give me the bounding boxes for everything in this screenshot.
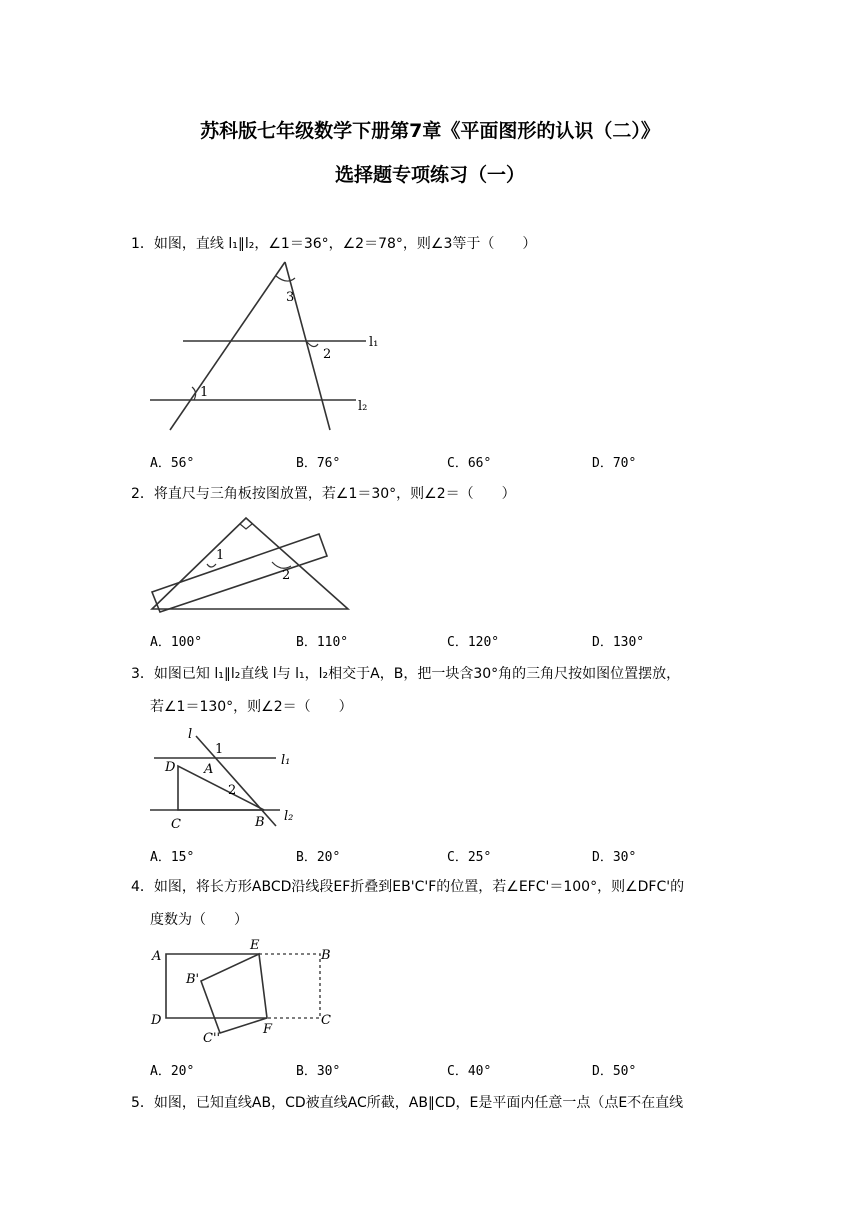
question-1-figure [148, 258, 388, 433]
right-angle-mark [240, 524, 252, 529]
angle-2-label: 2 [228, 783, 237, 798]
question-2-text: 2．将直尺与三角板按图放置，若∠1＝30°，则∠2＝（ ） [131, 486, 516, 502]
q3-option-a: A．15° [150, 850, 195, 865]
q2-option-b: B．110° [296, 635, 349, 650]
q1-option-d: D．70° [592, 456, 637, 471]
point-d-label: D [165, 760, 176, 775]
angle-1-label: 1 [200, 385, 209, 400]
label-l2: l₂ [284, 809, 294, 824]
q1-option-c: C．66° [447, 456, 492, 471]
document-title-line2: 选择题专项练习（一） [334, 164, 525, 186]
question-1-text: 1．如图，直线 l₁∥l₂，∠1＝36°，∠2＝78°，则∠3等于（ ） [131, 236, 537, 252]
point-b-label: B [255, 815, 265, 830]
q4-option-b: B．30° [296, 1064, 341, 1079]
q1-option-a: A．56° [150, 456, 195, 471]
angle-1-label: 1 [215, 742, 224, 757]
question-3-figure [148, 724, 308, 834]
q1-option-b: B．76° [296, 456, 341, 471]
set-square [178, 766, 264, 810]
q2-option-c: C．120° [447, 635, 500, 650]
point-bprime-label: B' [186, 972, 200, 987]
question-4-line1: 4．如图，将长方形ABCD沿线段EF折叠到EB'C'F的位置，若∠EFC'＝100°，则∠DFC'的 [131, 879, 685, 895]
q3-option-b: B．20° [296, 850, 341, 865]
point-a-label: A [204, 762, 214, 777]
label-l1: l₁ [369, 335, 379, 350]
transversal-right [285, 262, 330, 430]
point-f-label: F [263, 1022, 273, 1037]
angle-2-label: 2 [323, 347, 332, 362]
question-3-line1: 3．如图已知 l₁∥l₂直线 l与 l₁，l₂相交于A，B，把一块含30°角的三角尺按如图位置摆放， [131, 666, 681, 682]
rectangle-folded-dashed [259, 954, 320, 1018]
q4-option-d: D．50° [592, 1064, 637, 1079]
question-3-line2: 若∠1＝130°，则∠2＝（ ） [150, 699, 353, 715]
point-c-label: C [171, 817, 181, 832]
question-2-figure [148, 512, 353, 614]
q3-option-d: D．30° [592, 850, 637, 865]
label-l2: l₂ [358, 399, 368, 414]
q4-option-c: C．40° [447, 1064, 492, 1079]
transversal-left [170, 262, 285, 430]
angle-1-arc [207, 564, 216, 567]
document-title-line1: 苏科版七年级数学下册第7章《平面图形的认识（二）》 [200, 120, 660, 142]
question-4-line2: 度数为（ ） [150, 912, 248, 928]
angle-2-label: 2 [282, 568, 291, 583]
q2-option-a: A．100° [150, 635, 203, 650]
angle-1-label: 1 [216, 548, 225, 563]
triangle [152, 518, 348, 609]
folded-quadrilateral [201, 954, 267, 1033]
q4-option-a: A．20° [150, 1064, 195, 1079]
q2-option-d: D．130° [592, 635, 645, 650]
angle-3-label: 3 [286, 290, 295, 305]
point-c-label: C [321, 1013, 331, 1028]
label-l: l [188, 727, 193, 742]
question-5-text: 5．如图，已知直线AB，CD被直线AC所截，AB∥CD，E是平面内任意一点（点E不在直线 [131, 1095, 684, 1111]
angle-2-arc [307, 342, 318, 347]
point-cprime-label: C'' [203, 1031, 221, 1044]
point-d-label: D [151, 1013, 162, 1028]
label-l1: l₁ [281, 753, 291, 768]
angle-3-arc [276, 276, 295, 281]
ruler [152, 534, 327, 612]
point-b-label: B [321, 948, 331, 963]
point-e-label: E [250, 938, 260, 953]
rectangle-remaining [166, 954, 267, 1018]
point-a-label: A [152, 949, 162, 964]
q3-option-c: C．25° [447, 850, 492, 865]
question-4-figure [148, 936, 343, 1044]
